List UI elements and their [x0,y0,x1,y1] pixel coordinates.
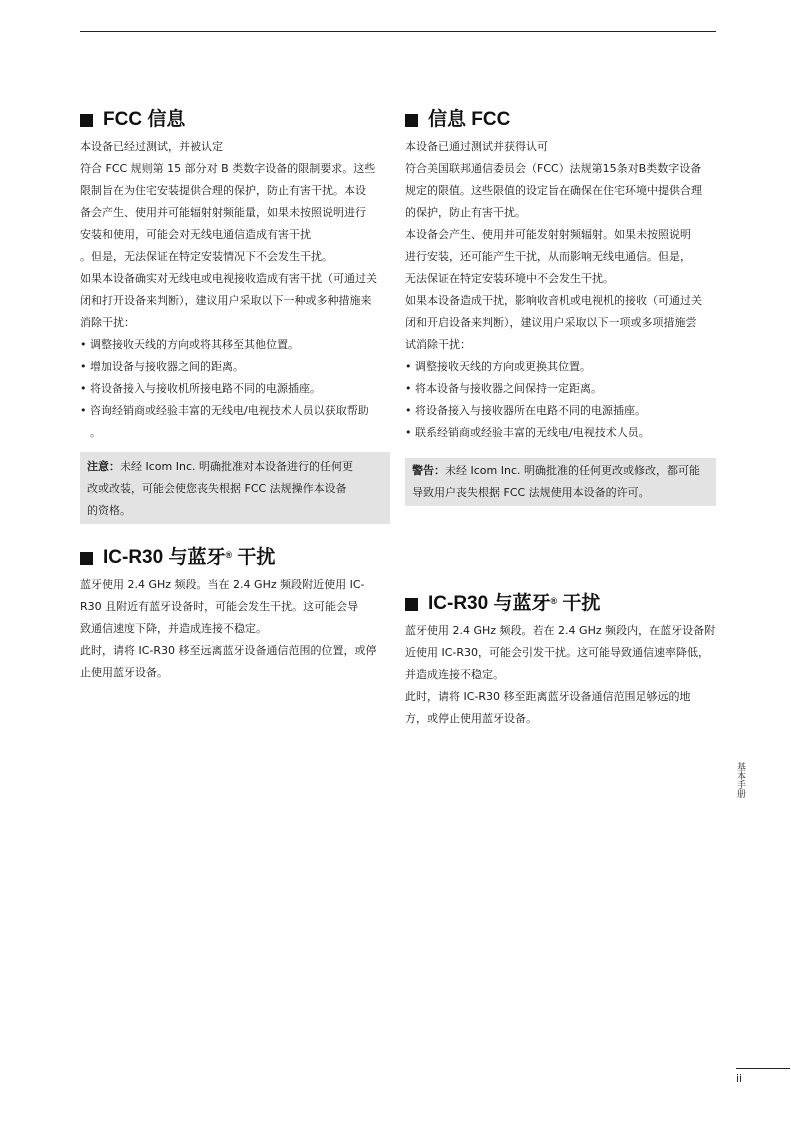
right-bt-line: 近使用 IC-R30，可能会引发干扰。这可能导致通信速率降低， [405,646,710,659]
left-fcc-line: 备会产生、使用并可能辐射射频能量，如果未按照说明进行 [80,206,366,219]
left-bt-line: R30 且附近有蓝牙设备时，可能会发生干扰。这可能会导 [80,600,359,613]
list-item-text: 将本设备与接收器之间保持一定距离。 [415,382,602,395]
note-label: 注意： [87,460,120,473]
right-fcc-section [405,108,716,506]
right-bt-heading [405,592,716,616]
right-fcc-line: 试消除干扰： [405,338,471,351]
note-text: 的资格。 [87,504,131,517]
bullet-dot-icon: • [80,338,87,351]
right-fcc-heading [405,108,716,132]
list-item-tail: 。 [90,426,101,439]
left-fcc-line: 如果本设备确实对无线电或电视接收造成有害干扰（可通过关 [80,272,377,285]
list-item [405,378,716,400]
left-fcc-line: 闭和打开设备来判断），建议用户采取以下一种或多种措施来 [80,294,372,307]
list-item-text: 将设备接入与接收器所在电路不同的电源插座。 [415,404,646,417]
list-item [405,422,716,444]
right-fcc-title: 信息 FCC [428,109,511,130]
list-item [80,378,390,400]
page-number: ii [736,1072,743,1085]
left-bt-title-suffix: 干扰 [232,547,276,568]
bullet-dot-icon: • [405,360,412,373]
left-fcc-line: 安装和使用，可能会对无线电通信造成有害干扰 [80,228,311,241]
left-note-box [80,452,390,524]
right-warning-box [405,458,716,506]
left-bt-line: 致通信速度下降，并造成连接不稳定。 [80,622,267,635]
right-fcc-line: 闭和开启设备来判断），建议用户采取以下一项或多项措施尝 [405,316,697,329]
warning-text: 未经 Icom Inc. 明确批准的任何更改或修改，都可能 [445,464,700,477]
right-bt-line: 方，或停止使用蓝牙设备。 [405,712,537,725]
right-fcc-line: 本设备已通过测试并获得认可 [405,140,548,153]
left-fcc-title: FCC 信息 [103,109,186,130]
list-item-text: 增加设备与接收器之间的距离。 [90,360,244,373]
bullet-dot-icon: • [80,382,87,395]
left-bt-line: 止使用蓝牙设备。 [80,666,168,679]
list-item-continuation [80,422,390,444]
left-bt-line: 此时，请将 IC-R30 移至远离蓝牙设备通信范围的位置，或停 [80,644,377,657]
list-item-text: 联系经销商或经验丰富的无线电/电视技术人员。 [415,426,650,439]
list-item-text: 调整接收天线的方向或更换其位置。 [415,360,591,373]
left-bt-title: IC-R30 与蓝牙 [103,547,226,568]
warning-label: 警告： [412,464,445,477]
left-bluetooth-section [80,546,390,684]
left-fcc-line: 消除干扰： [80,316,135,329]
right-bt-line: 蓝牙使用 2.4 GHz 频段。若在 2.4 GHz 频段内，在蓝牙设备附 [405,624,716,637]
list-item [405,400,716,422]
right-fcc-line: 如果本设备造成干扰，影响收音机或电视机的接收（可通过关 [405,294,702,307]
bullet-dot-icon: • [405,426,412,439]
top-rule [80,31,716,32]
list-item-text: 将设备接入与接收机所接电路不同的电源插座。 [90,382,321,395]
left-fcc-line: 符合 FCC 规则第 15 部分对 B 类数字设备的限制要求。这些 [80,162,376,175]
note-text: 未经 Icom Inc. 明确批准对本设备进行的任何更 [120,460,353,473]
right-bluetooth-section [405,592,716,730]
heading-square-icon [80,114,93,127]
right-bt-line: 并造成连接不稳定。 [405,668,504,681]
heading-square-icon [405,114,418,127]
list-item-text: 咨询经销商或经验丰富的无线电/电视技术人员以获取帮助 [90,404,369,417]
right-bt-line: 此时，请将 IC-R30 移至距离蓝牙设备通信范围足够远的地 [405,690,691,703]
right-fcc-line: 本设备会产生、使用并可能发射射频辐射。如果未按照说明 [405,228,691,241]
left-fcc-line: 。但是，无法保证在特定安装情况下不会发生干扰。 [80,250,333,263]
list-item [80,334,390,356]
right-fcc-line: 无法保证在特定安装环境中不会发生干扰。 [405,272,614,285]
heading-square-icon [80,552,93,565]
bullet-dot-icon: • [80,360,87,373]
left-fcc-line: 限制旨在为住宅安装提供合理的保护，防止有害干扰。本设 [80,184,366,197]
heading-square-icon [405,598,418,611]
registered-mark: ® [225,550,233,560]
left-fcc-section [80,108,390,524]
bullet-dot-icon: • [80,404,87,417]
list-item [80,400,390,422]
right-fcc-line: 符合美国联邦通信委员会（FCC）法规第15条对B类数字设备 [405,162,702,175]
left-fcc-line: 本设备已经过测试，并被认定 [80,140,223,153]
right-bt-title-suffix: 干扰 [557,593,601,614]
list-item-text: 调整接收天线的方向或将其移至其他位置。 [90,338,299,351]
bullet-dot-icon: • [405,382,412,395]
left-bt-heading [80,546,390,570]
list-item [80,356,390,378]
left-fcc-heading [80,108,390,132]
right-bt-title: IC-R30 与蓝牙 [428,593,551,614]
right-fcc-line: 的保护，防止有害干扰。 [405,206,526,219]
list-item [405,356,716,378]
bullet-dot-icon: • [405,404,412,417]
bottom-rule [736,1068,790,1069]
registered-mark: ® [550,596,558,606]
note-text: 改或改装，可能会使您丧失根据 FCC 法规操作本设备 [87,482,347,495]
right-fcc-line: 规定的限值。这些限值的设定旨在确保在住宅环境中提供合理 [405,184,702,197]
side-tab-label: 基本手册 [735,762,745,798]
warning-text: 导致用户丧失根据 FCC 法规使用本设备的许可。 [412,486,650,499]
right-fcc-line: 进行安装，还可能产生干扰，从而影响无线电通信。但是， [405,250,691,263]
left-bt-line: 蓝牙使用 2.4 GHz 频段。当在 2.4 GHz 频段附近使用 IC- [80,578,365,591]
